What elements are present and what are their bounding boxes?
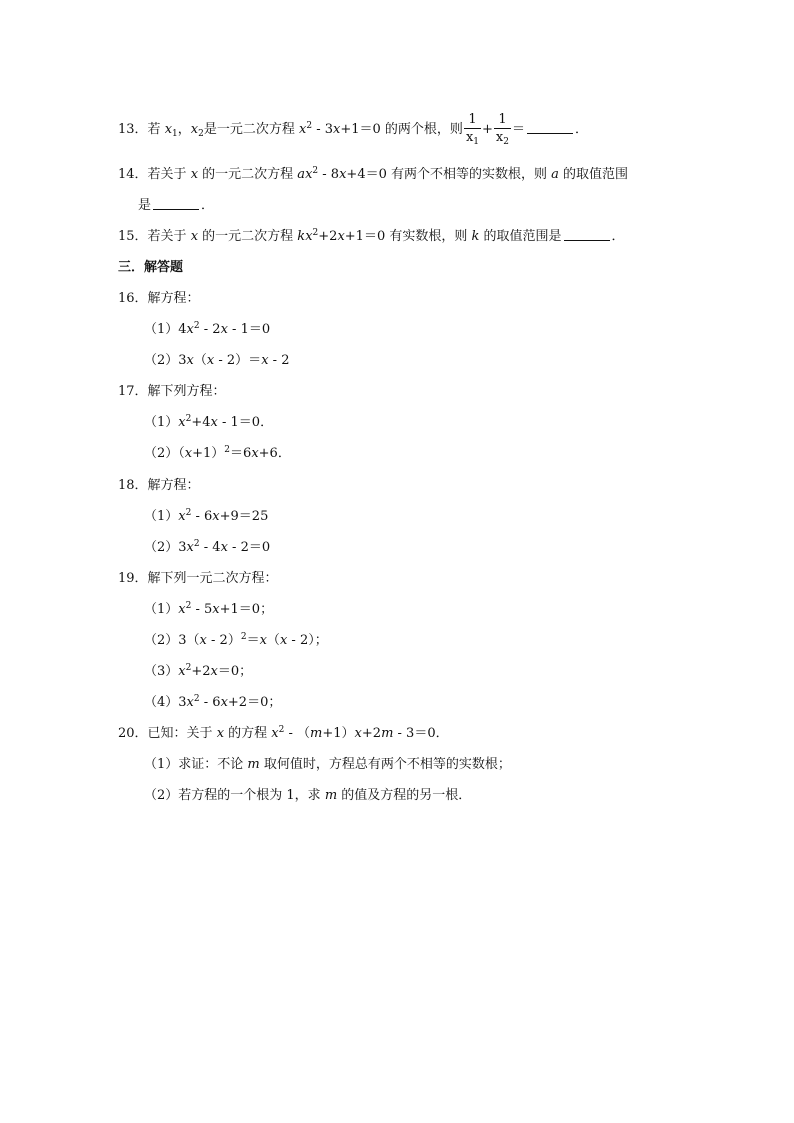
question-16-part-2: （2）3x（x - 2）＝x - 2 xyxy=(144,353,290,368)
fraction-1-over-x1: $\frac{1}{x_1}$ xyxy=(465,112,480,147)
question-19-part-4: $(4)3x^2 - 6x+2=0$； xyxy=(144,694,282,710)
question-16: 16．解方程： xyxy=(118,291,200,306)
question-19: 19．解下列一元二次方程： xyxy=(118,571,278,586)
answer-blank-14[interactable] xyxy=(153,197,199,210)
question-18: 18．解方程： xyxy=(118,478,200,493)
question-17-part-1: $(1)x^2+4x - 1=0$． xyxy=(144,414,274,430)
question-17-part-2: $(2)(x+1)^2=6x+6$． xyxy=(144,445,291,461)
question-14: 14．若关于 x 的一元二次方程 $ax^2 - 8x+4=0$ 有两个不相等的实数根，则 a 的取值范围 xyxy=(118,166,629,182)
question-14-continued: 是 ． xyxy=(138,198,215,213)
question-20: 20．已知：关于 x 的方程 $x^2 - (m+1)x+2m - 3=0$． xyxy=(118,725,449,741)
question-20-part-2: （2）若方程的一个根为 1，求 m 的值及方程的另一根． xyxy=(144,788,472,803)
question-17: 17．解下列方程： xyxy=(118,384,226,399)
question-19-part-1: $(1)x^2 - 5x+1=0$； xyxy=(144,601,274,617)
question-15: 15．若关于 x 的一元二次方程 $kx^2+2x+1=0$ 有实数根，则 k 的取值范围是 ． xyxy=(118,228,625,244)
answer-blank-13[interactable] xyxy=(527,121,573,134)
question-19-part-2: （2）3（x - 2）$^2$＝x（x - 2）； xyxy=(144,632,328,648)
answer-blank-15[interactable] xyxy=(564,228,610,241)
fraction-1-over-x2: $\frac{1}{x_2}$ xyxy=(495,112,509,147)
question-13: 13．若 $x_1$，$x_2$是一元二次方程 $x^2 - 3x+1=0$ 的两个根，则 $\frac{1}{x_1}$ + $\frac{1}{x_2}$ ＝ ． xyxy=(118,112,589,147)
section-heading-3: 三．解答题 xyxy=(118,260,184,275)
question-18-part-1: $(1)x^2 - 6x+9=25$ xyxy=(144,508,269,524)
question-16-part-1: $(1)4x^2 - 2x - 1=0$ xyxy=(144,321,271,337)
question-20-part-1: （1）求证：不论 m 取何值时，方程总有两个不相等的实数根； xyxy=(144,757,511,772)
question-19-part-3: $(3)x^2+2x=0$； xyxy=(144,663,253,679)
question-18-part-2: $(2)3x^2 - 4x - 2=0$ xyxy=(144,539,271,555)
